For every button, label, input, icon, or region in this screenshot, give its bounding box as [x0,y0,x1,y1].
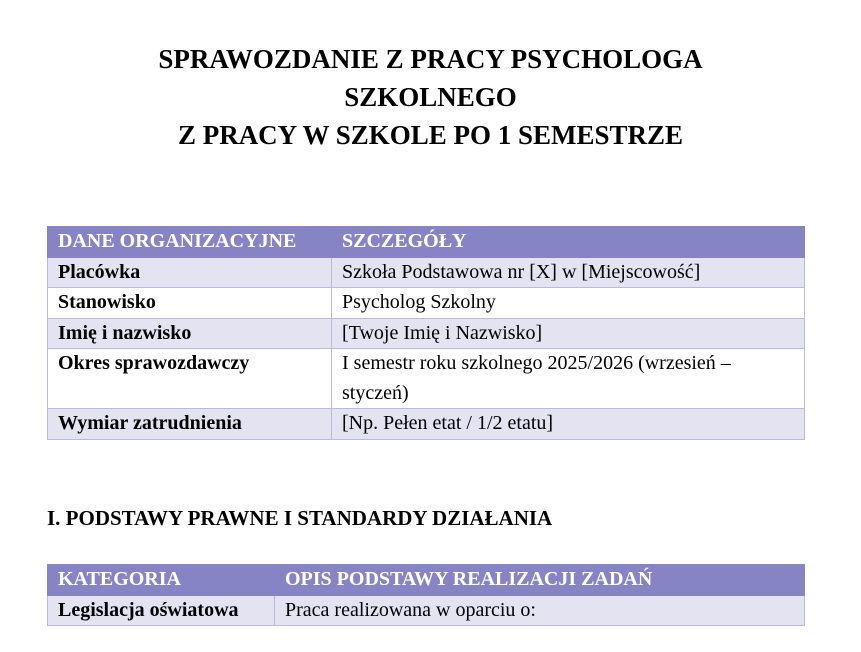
title-line-2: SZKOLNEGO [344,82,517,112]
table-header-row [48,565,805,596]
column-header-details: SZCZEGÓŁY [332,227,805,258]
row-value-legislation: Praca realizowana w oparciu o: [275,595,805,626]
table-row [48,349,805,409]
column-header-category: KATEGORIA [48,565,275,596]
column-header-description: OPIS PODSTAWY REALIZACJI ZADAŃ [275,565,805,596]
title-line-1: SPRAWOZDANIE Z PRACY PSYCHOLOGA [158,44,703,74]
row-value-reporting-period: I semestr roku szkolnego 2025/2026 (wrzesień – styczeń) [332,349,805,409]
row-label-employment: Wymiar zatrudnienia [48,409,332,440]
table-row [48,288,805,319]
row-value-employment: [Np. Pełen etat / 1/2 etatu] [332,409,805,440]
table-row [48,318,805,349]
row-value-facility: Szkoła Podstawowa nr [X] w [Miejscowość] [332,257,805,288]
row-value-name: [Twoje Imię i Nazwisko] [332,318,805,349]
table-header-row [48,227,805,258]
row-label-facility: Placówka [48,257,332,288]
row-label-name: Imię i nazwisko [48,318,332,349]
row-value-position: Psycholog Szkolny [332,288,805,319]
row-label-position: Stanowisko [48,288,332,319]
row-label-reporting-period: Okres sprawozdawczy [48,349,332,409]
column-header-organizational: DANE ORGANIZACYJNE [48,227,332,258]
section-heading: I. PODSTAWY PRAWNE I STANDARDY DZIAŁANIA [47,506,553,530]
table-row [48,257,805,288]
legal-basis-table [47,564,805,626]
title-line-3: Z PRACY W SZKOLE PO 1 SEMESTRZE [177,120,684,150]
table-row [48,409,805,440]
organizational-data-table [47,226,805,440]
row-label-legislation: Legislacja oświatowa [48,595,275,626]
table-row [48,595,805,626]
document-title [0,40,861,154]
